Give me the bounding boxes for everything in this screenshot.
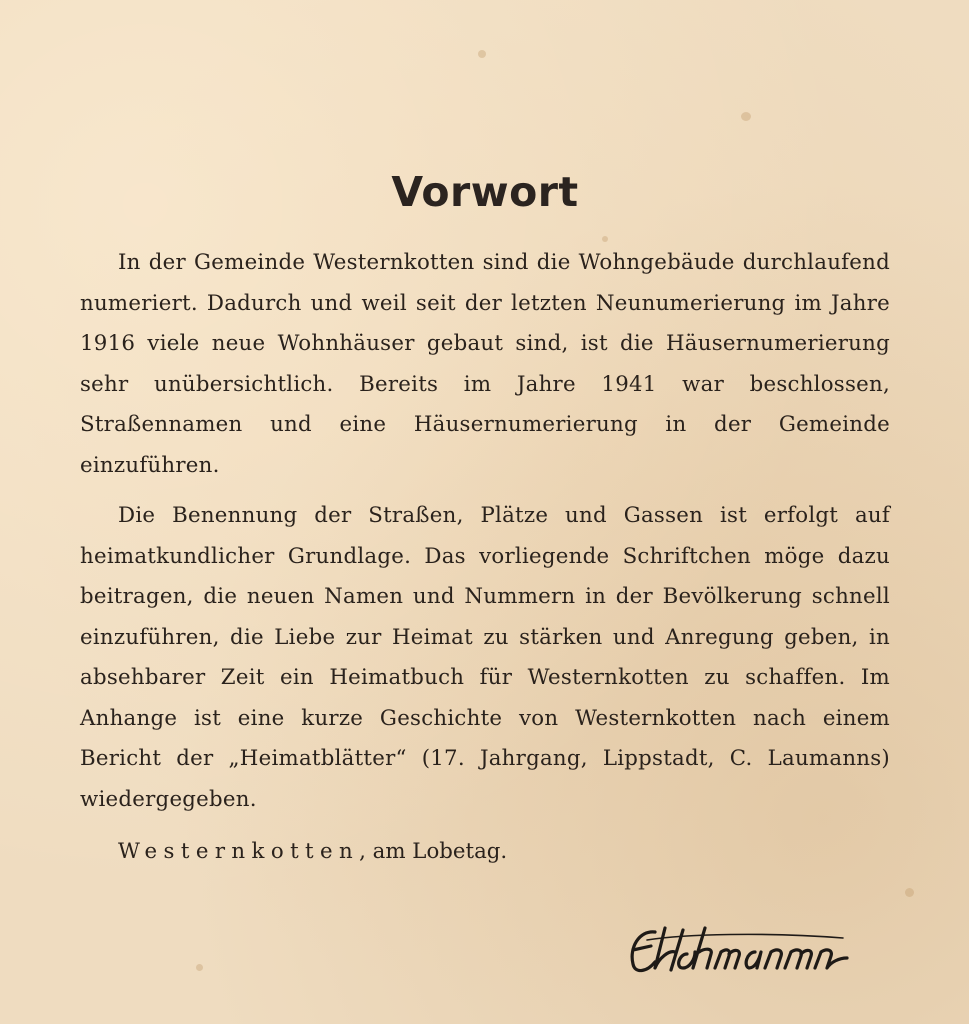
paper-stain bbox=[905, 888, 914, 897]
preface-paragraph-1: In der Gemeinde Westernkotten sind die Wohngebäude durchlaufend numeriert. Dadurch und weil seit der letzten Neunumerierung im Jahre 1916 viele neue Wohnhäuser gebaut sind, ist die Häusernumerierung sehr unübersichtlich. Bereits im Jahre 1941 war beschlossen, Straßennamen und eine Häusernumerierung in der Gemeinde einzuführen. bbox=[80, 250, 890, 478]
page-title: Vorwort bbox=[391, 168, 579, 216]
closing-line bbox=[118, 832, 890, 872]
paper-stain bbox=[196, 964, 203, 971]
preface-page bbox=[80, 168, 890, 872]
paper-stain bbox=[741, 112, 751, 121]
paper-stain bbox=[478, 50, 486, 58]
closing-date: , am Lobetag. bbox=[359, 839, 508, 865]
handwritten-signature bbox=[625, 918, 855, 980]
closing-place: Westernkotten bbox=[118, 839, 360, 865]
preface-paragraph-2: Die Benennung der Straßen, Plätze und Gassen ist erfolgt auf heimatkundlicher Grundlage. Das vorliegende Schriftchen möge dazu beitragen, die neuen Namen und Nummern in der Bevölkerung schnell einzuführen, die Liebe zur Heimat zu stärken und Anregung geben, in absehbarer Zeit ein Heimatbuch für Westernkotten zu schaffen. Im Anhange ist eine kurze Geschichte von Westernkotten nach einem Bericht der „Heimatblätter“ (17. Jahrgang, Lippstadt, C. Laumanns) wiedergegeben. bbox=[80, 503, 890, 812]
